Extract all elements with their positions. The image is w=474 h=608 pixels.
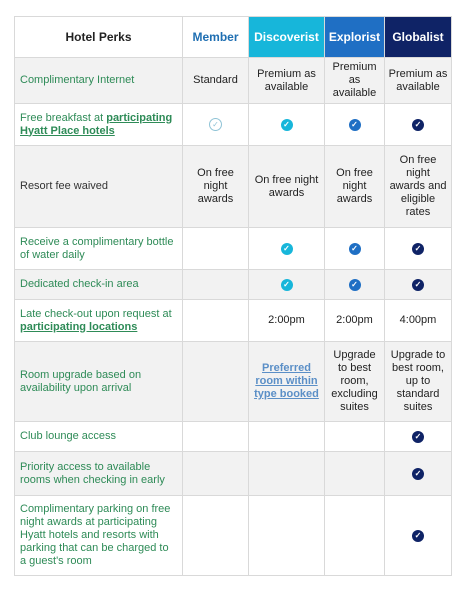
checkmark-icon: ✓	[412, 279, 424, 291]
tier-cell	[325, 422, 385, 452]
tier-cell	[249, 104, 325, 146]
tier-cell	[183, 452, 249, 496]
tier-cell	[183, 342, 249, 422]
table-row	[15, 146, 452, 228]
tier-cell: Standard	[183, 58, 249, 104]
table-row	[15, 104, 452, 146]
table-row	[15, 270, 452, 300]
tier-cell: 4:00pm	[385, 300, 452, 342]
perk-label-text: Late check-out upon request at	[20, 307, 172, 320]
perk-label: Room upgrade based on availability upon arrival	[15, 342, 183, 422]
checkmark-icon: ✓	[349, 243, 361, 255]
tier-cell	[385, 104, 452, 146]
tier-cell: On free night awards	[249, 146, 325, 228]
tier-cell: Premium as available	[325, 58, 385, 104]
tier-cell	[183, 104, 249, 146]
tier-cell	[325, 496, 385, 576]
tier-cell	[249, 422, 325, 452]
tier-cell	[183, 422, 249, 452]
table-row	[15, 58, 452, 104]
tier-cell	[325, 228, 385, 270]
tier-cell	[249, 228, 325, 270]
preferred-room-link[interactable]: Preferred room within type booked	[254, 362, 319, 400]
perk-label-text: Free breakfast at	[20, 111, 107, 124]
tier-cell	[385, 422, 452, 452]
checkmark-icon: ✓	[412, 119, 424, 131]
tier-cell: On free night awards and eligible rates	[385, 146, 452, 228]
tier-cell	[385, 270, 452, 300]
checkmark-icon: ✓	[349, 279, 361, 291]
header-hotel-perks: Hotel Perks	[15, 17, 183, 58]
perk-label: Receive a complimentary bottle of water daily	[15, 228, 183, 270]
tier-cell	[183, 496, 249, 576]
perks-table-container	[14, 16, 451, 576]
tier-cell: Upgrade to best room, excluding suites	[325, 342, 385, 422]
tier-cell	[249, 452, 325, 496]
checkmark-icon: ✓	[209, 118, 222, 131]
checkmark-icon: ✓	[412, 468, 424, 480]
perk-label	[15, 300, 183, 342]
perk-label: Dedicated check-in area	[15, 270, 183, 300]
checkmark-icon: ✓	[349, 119, 361, 131]
table-row	[15, 496, 452, 576]
table-row	[15, 452, 452, 496]
tier-cell	[385, 496, 452, 576]
hotel-perks-table	[14, 16, 452, 576]
tier-cell: Premium as available	[385, 58, 452, 104]
checkmark-icon: ✓	[281, 279, 293, 291]
header-globalist: Globalist	[385, 17, 452, 58]
header-member: Member	[183, 17, 249, 58]
tier-cell: On free night awards	[325, 146, 385, 228]
perk-label	[15, 104, 183, 146]
perk-label-link[interactable]: participating locations	[20, 320, 138, 333]
tier-cell	[183, 300, 249, 342]
tier-cell	[385, 452, 452, 496]
checkmark-icon: ✓	[412, 243, 424, 255]
header-explorist: Explorist	[325, 17, 385, 58]
tier-cell: 2:00pm	[249, 300, 325, 342]
tier-cell	[325, 270, 385, 300]
table-row	[15, 422, 452, 452]
checkmark-icon: ✓	[412, 530, 424, 542]
perk-label: Club lounge access	[15, 422, 183, 452]
table-row	[15, 228, 452, 270]
tier-cell	[325, 104, 385, 146]
tier-cell	[183, 228, 249, 270]
perk-label: Priority access to available rooms when checking in early	[15, 452, 183, 496]
tier-cell: Upgrade to best room, up to standard suites	[385, 342, 452, 422]
tier-cell: On free night awards	[183, 146, 249, 228]
checkmark-icon: ✓	[412, 431, 424, 443]
perk-rows	[15, 58, 452, 576]
tier-cell	[385, 228, 452, 270]
tier-cell	[183, 270, 249, 300]
tier-cell	[249, 270, 325, 300]
perk-label: Resort fee waived	[15, 146, 183, 228]
checkmark-icon: ✓	[281, 119, 293, 131]
tier-cell: Premium as available	[249, 58, 325, 104]
perk-label: Complimentary Internet	[15, 58, 183, 104]
table-row	[15, 342, 452, 422]
header-discoverist: Discoverist	[249, 17, 325, 58]
perk-label: Complimentary parking on free night awards at participating Hyatt hotels and resorts with parking that can be charged to a guest's room	[15, 496, 183, 576]
tier-cell	[249, 496, 325, 576]
perk-label-link[interactable]: participating Hyatt Place hotels	[20, 111, 173, 137]
tier-cell	[325, 452, 385, 496]
header-row	[15, 17, 452, 58]
table-row	[15, 300, 452, 342]
tier-cell: 2:00pm	[325, 300, 385, 342]
checkmark-icon: ✓	[281, 243, 293, 255]
tier-cell	[249, 342, 325, 422]
